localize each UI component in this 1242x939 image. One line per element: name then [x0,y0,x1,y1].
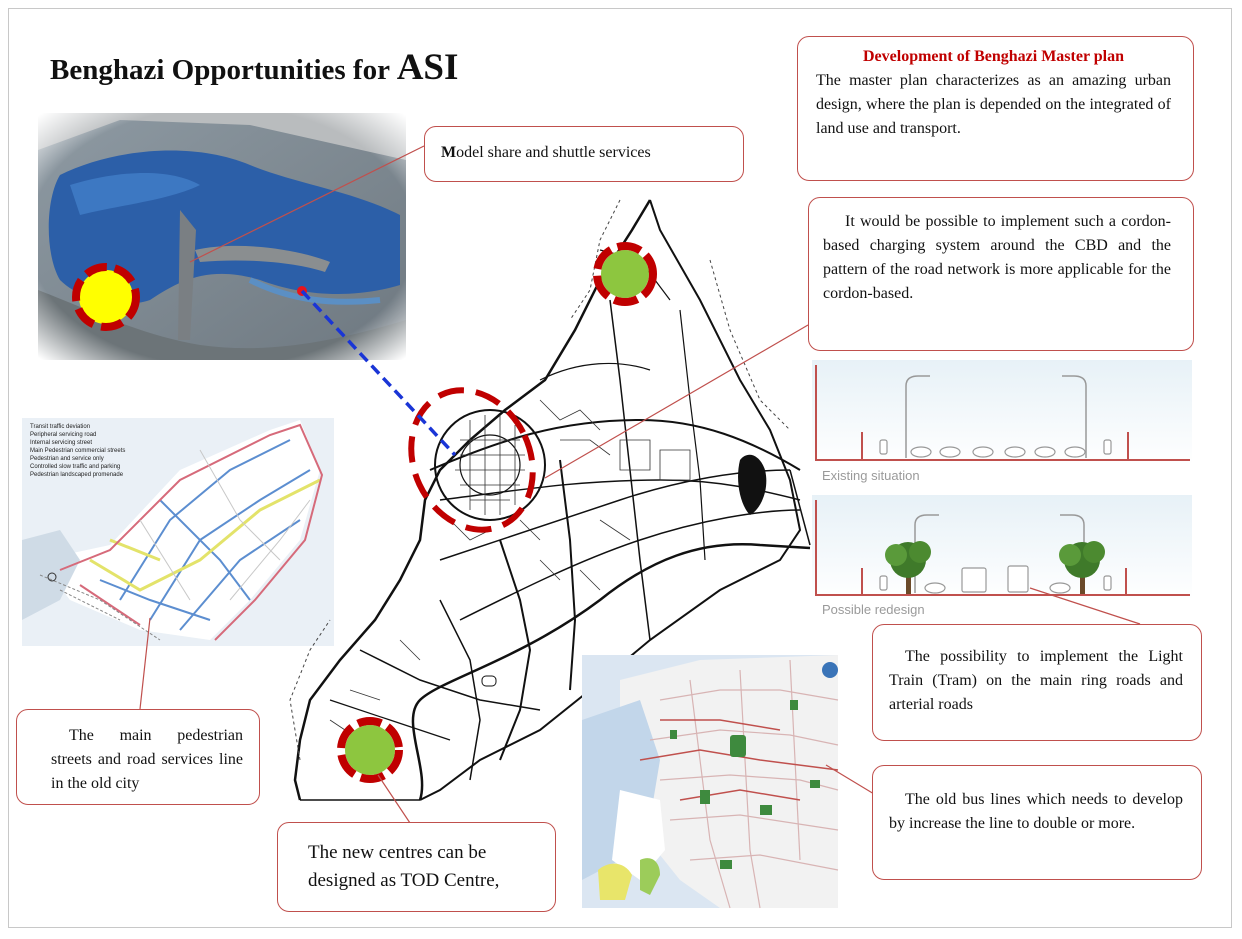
possible-redesign-label: Possible redesign [822,602,925,617]
green-marker-south [345,725,395,775]
cbd-cordon-ring [389,370,555,550]
legend-item: Pedestrian and service only [30,456,104,462]
model-share-initial: M [441,144,457,161]
legend-item: Peripheral servicing road [30,432,97,438]
callout-tod [277,822,556,912]
legend-item: Internal servicing street [30,440,93,446]
bus-lines-map [582,655,838,908]
pedestrian-text: The main pedestrian streets and road services line in the old city [51,727,243,792]
master-plan-heading: Development of Benghazi Master plan [862,48,1124,65]
street-section-existing [812,360,1192,465]
callout-bus [872,765,1202,880]
green-marker-north [601,250,649,298]
tod-text: The new centres can be designed as TOD Centre, [308,842,500,891]
legend-item: Transit traffic deviation [30,424,91,430]
street-section-redesign [812,495,1192,600]
callout-tram [872,624,1202,741]
callout-model-share [424,126,744,182]
tram-text: The possibility to implement the Light Train (Tram) on the main ring roads and arterial roads [889,648,1183,713]
aerial-photo [38,113,406,360]
model-share-rest: odel share and shuttle services [456,144,651,161]
callout-master-plan [797,36,1194,181]
dark-landmark [738,455,766,515]
callout-pedestrian [16,709,260,805]
existing-situation-label: Existing situation [822,468,920,483]
legend-item: Main Pedestrian commercial streets [30,448,126,454]
legend-item: Controlled slow traffic and parking [30,464,121,470]
callout-cordon [808,197,1194,351]
title-accent: ASI [396,47,459,88]
legend-item: Pedestrian landscaped promenade [30,472,124,478]
title-text: Benghazi Opportunities for [50,54,397,86]
master-plan-text: The master plan characterizes as an amazing urban design, where the plan is depended on the integrated of land use and transport. [816,72,1171,137]
bus-text: The old bus lines which needs to develop by increase the line to double or more. [889,791,1183,832]
cordon-text: It would be possible to implement such a cordon-based charging system around the CBD and the pattern of the road network is more applicable for the cordon-based. [823,213,1171,302]
model-share-text [441,144,651,161]
old-city-legend [30,424,140,514]
